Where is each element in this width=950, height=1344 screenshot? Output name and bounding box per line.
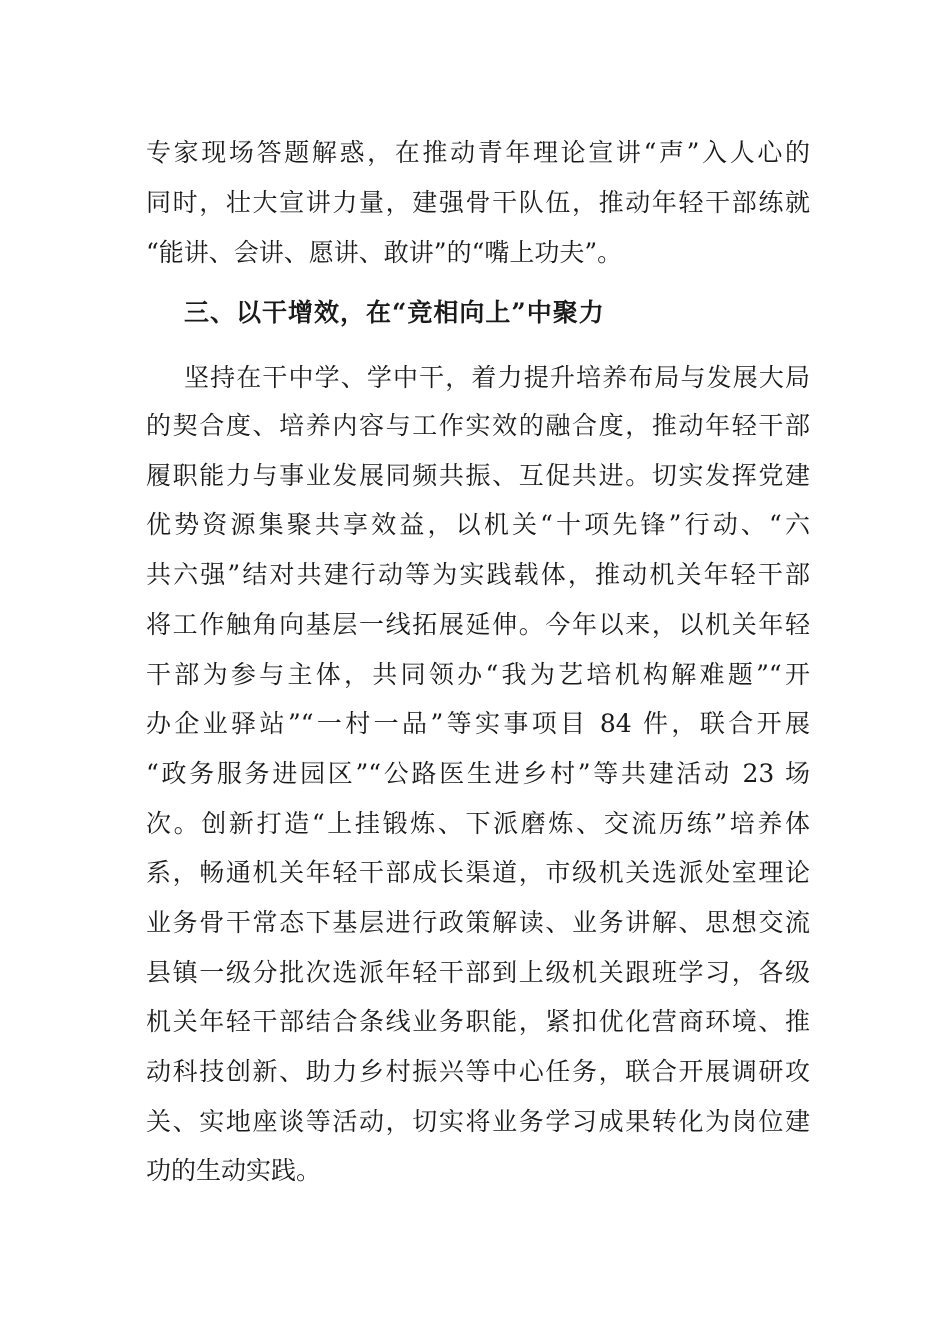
paragraph-2-line-10: 次。创新打造“上挂锻炼、下派磨炼、交流历练”培养体: [146, 809, 810, 838]
paragraph-1-line-2: 同时，壮大宣讲力量，建强骨干队伍，推动年轻干部练就: [146, 188, 810, 217]
paragraph-2-line-6: 将工作触角向基层一线拓展延伸。今年以来，以机关年轻: [146, 610, 810, 639]
paragraph-2-line-2: 的契合度、培养内容与工作实效的融合度，推动年轻干部: [146, 411, 810, 440]
paragraph-2-line-5: 共六强”结对共建行动等为实践载体，推动机关年轻干部: [146, 560, 810, 589]
paragraph-2-line-13: 县镇一级分批次选派年轻干部到上级机关跟班学习，各级: [146, 958, 810, 987]
paragraph-2-line-8: 办企业驿站”“一村一品”等实事项目 84 件，联合开展: [146, 709, 810, 738]
paragraph-2-line-4: 优势资源集聚共享效益，以机关“十项先锋”行动、“六: [146, 510, 810, 539]
paragraph-2-line-11: 系，畅通机关年轻干部成长渠道，市级机关选派处室理论: [146, 858, 810, 887]
paragraph-2-line-1: 坚持在干中学、学中干，着力提升培养布局与发展大局: [184, 363, 810, 392]
paragraph-2-line-17: 功的生动实践。: [146, 1156, 322, 1185]
paragraph-2-line-15: 动科技创新、助力乡村振兴等中心任务，联合开展调研攻: [146, 1057, 810, 1086]
paragraph-2-line-16: 关、实地座谈等活动，切实将业务学习成果转化为岗位建: [146, 1107, 810, 1136]
paragraph-1-line-1: 专家现场答题解惑，在推动青年理论宣讲“声”入人心的: [146, 138, 810, 167]
section-3-heading: 三、以干增效，在“竞相向上”中聚力: [184, 298, 605, 327]
paragraph-1-line-3: “能讲、会讲、愿讲、敢讲”的“嘴上功夫”。: [146, 238, 623, 267]
paragraph-2-line-9: “政务服务进园区”“公路医生进乡村”等共建活动 23 场: [146, 759, 810, 788]
paragraph-2-line-3: 履职能力与事业发展同频共振、互促共进。切实发挥党建: [146, 461, 810, 490]
paragraph-2-line-14: 机关年轻干部结合条线业务职能，紧扣优化营商环境、推: [146, 1007, 810, 1036]
paragraph-2-line-12: 业务骨干常态下基层进行政策解读、业务讲解、思想交流: [146, 908, 810, 937]
paragraph-2-line-7: 干部为参与主体，共同领办“我为艺培机构解难题”“开: [146, 660, 810, 689]
